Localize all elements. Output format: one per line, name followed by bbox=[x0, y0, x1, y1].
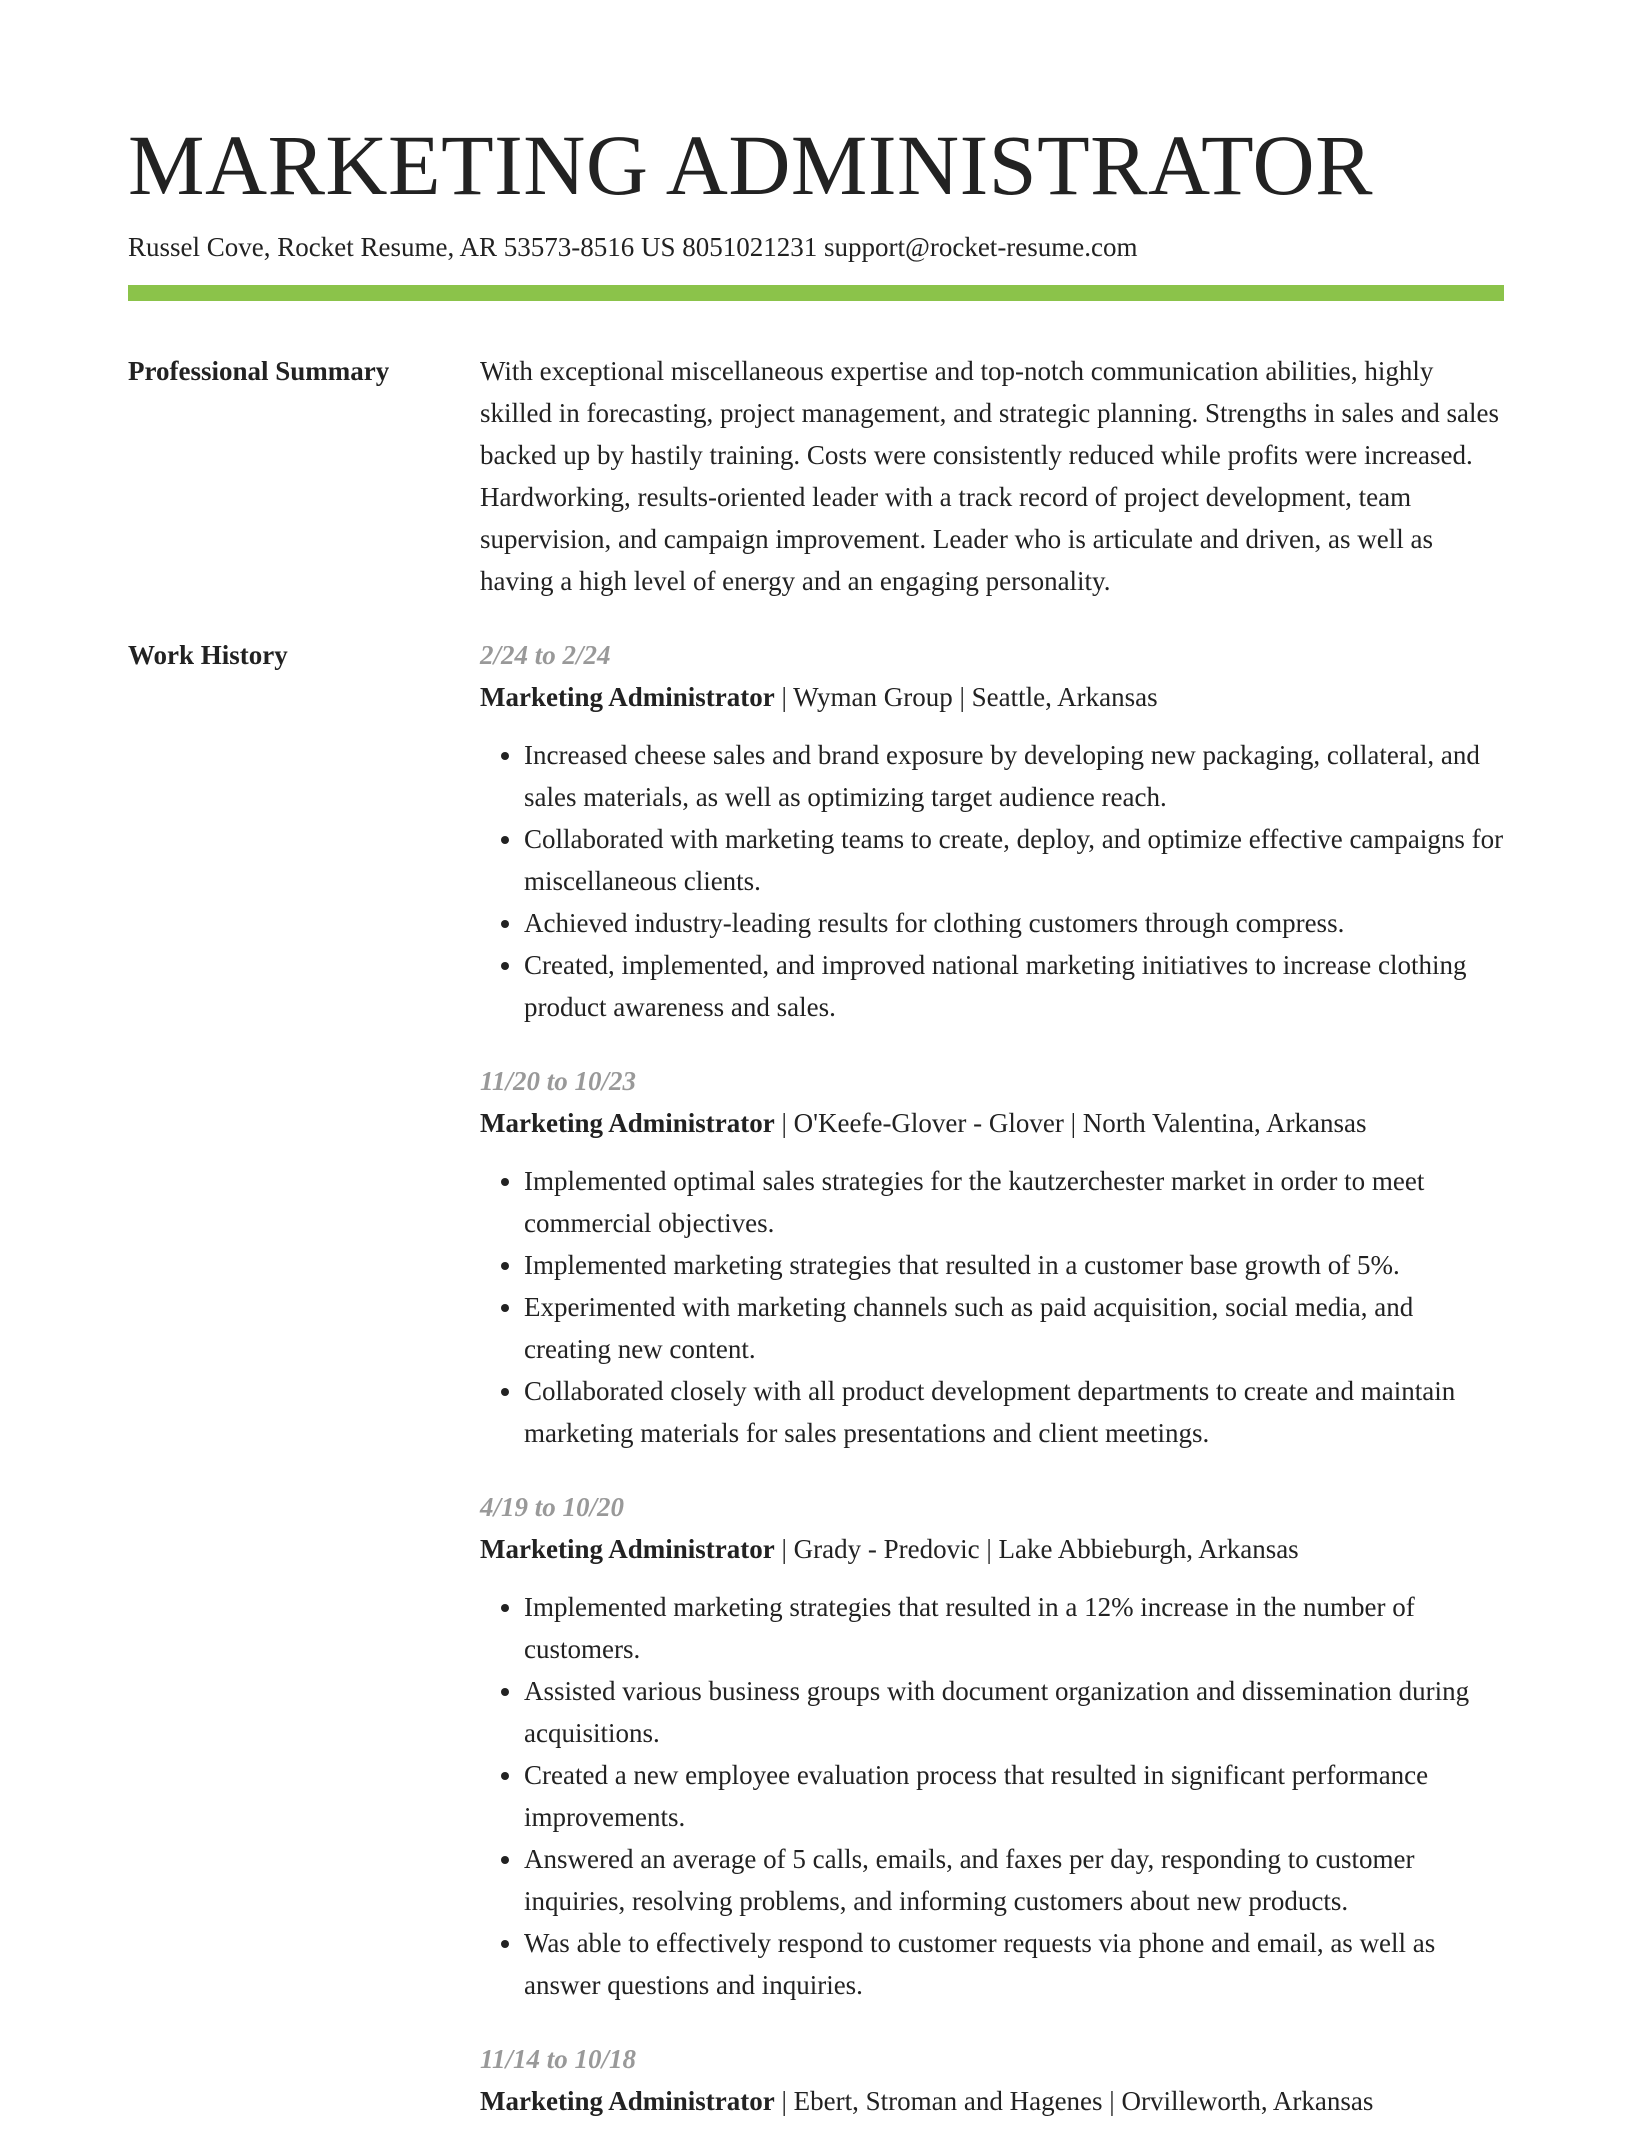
separator: | bbox=[774, 682, 794, 712]
job-company: Wyman Group bbox=[793, 682, 953, 712]
job-title: Marketing Administrator bbox=[480, 2086, 775, 2116]
job-entry bbox=[480, 634, 1504, 1028]
job-company: Grady - Predovic bbox=[793, 1534, 980, 1564]
job-title: Marketing Administrator bbox=[480, 682, 775, 712]
section-label-summary: Professional Summary bbox=[128, 356, 390, 386]
job-bullet: • Implemented marketing strategies that resulted in a customer base growth of 5%. bbox=[524, 1244, 1504, 1286]
work-history-list bbox=[480, 634, 1504, 2154]
job-heading bbox=[480, 676, 1504, 718]
job-dates: 11/20 to 10/23 bbox=[480, 1066, 637, 1096]
job-bullet-list bbox=[480, 734, 1504, 1028]
job-location: Seattle, Arkansas bbox=[971, 682, 1158, 712]
job-title: Marketing Administrator bbox=[480, 1108, 775, 1138]
job-dates: 2/24 to 2/24 bbox=[480, 640, 611, 670]
job-bullet: • Created a new employee evaluation process that resulted in significant performance improvements. bbox=[524, 1754, 1504, 1838]
job-location: Lake Abbieburgh, Arkansas bbox=[998, 1534, 1299, 1564]
separator: | bbox=[774, 1108, 794, 1138]
job-location: North Valentina, Arkansas bbox=[1082, 1108, 1367, 1138]
job-bullet: • Created, implemented, and improved national marketing initiatives to increase clothing product awareness and sales. bbox=[524, 944, 1504, 1028]
separator: | bbox=[774, 2086, 794, 2116]
job-bullet: • Implemented marketing strategies that resulted in a 12% increase in the number of customers. bbox=[524, 1586, 1504, 1670]
separator: | bbox=[979, 1534, 999, 1564]
job-entry bbox=[480, 1060, 1504, 1454]
job-bullet: • Achieved industry-leading results for clothing customers through compress. bbox=[524, 902, 1504, 944]
job-entry bbox=[480, 1486, 1504, 2006]
summary-text: With exceptional miscellaneous expertise and top-notch communication abilities, highly skilled in forecasting, project management, and strategic planning. Strengths in sales and sales backed up by hastily training. Costs were consistently reduced while profits were increased. Hardworking, results-oriented leader with a track record of project development, team supervision, and campaign improvement. Leader who is articulate and driven, as well as having a high level of energy and an engaging personality. bbox=[480, 356, 1499, 596]
separator: | bbox=[1063, 1108, 1083, 1138]
separator: | bbox=[774, 1534, 794, 1564]
job-heading bbox=[480, 2080, 1504, 2122]
section-label-work-history: Work History bbox=[128, 640, 288, 670]
separator: | bbox=[1102, 2086, 1122, 2116]
job-heading bbox=[480, 1528, 1504, 1570]
header-divider bbox=[128, 285, 1504, 301]
separator: | bbox=[952, 682, 972, 712]
job-bullet: • Answered an average of 5 calls, emails, and faxes per day, responding to customer inquiries, resolving problems, and informing customers about new products. bbox=[524, 1838, 1504, 1922]
job-bullet: • Increased cheese sales and brand exposure by developing new packaging, collateral, and sales materials, as well as optimizing target audience reach. bbox=[524, 734, 1504, 818]
job-bullet-list bbox=[480, 1160, 1504, 1454]
job-bullet: • Was able to effectively respond to customer requests via phone and email, as well as answer questions and inquiries. bbox=[524, 1922, 1504, 2006]
job-bullet: • Experimented with marketing channels such as paid acquisition, social media, and creating new content. bbox=[524, 1286, 1504, 1370]
job-bullet: • Collaborated closely with all product development departments to create and maintain marketing materials for sales presentations and client meetings. bbox=[524, 1370, 1504, 1454]
job-dates: 4/19 to 10/20 bbox=[480, 1492, 625, 1522]
job-company: O'Keefe-Glover - Glover bbox=[793, 1108, 1064, 1138]
resume-title: MARKETING ADMINISTRATOR bbox=[128, 117, 1374, 213]
summary-body bbox=[480, 350, 1504, 602]
job-location: Orvilleworth, Arkansas bbox=[1121, 2086, 1374, 2116]
job-company: Ebert, Stroman and Hagenes bbox=[793, 2086, 1103, 2116]
job-dates: 11/14 to 10/18 bbox=[480, 2044, 637, 2074]
job-heading bbox=[480, 1102, 1504, 1144]
job-title: Marketing Administrator bbox=[480, 1534, 775, 1564]
job-bullet-list bbox=[480, 1586, 1504, 2006]
contact-line: Russel Cove, Rocket Resume, AR 53573-8516 US 8051021231 support@rocket-resume.com bbox=[128, 232, 1138, 262]
job-bullet: • Collaborated with marketing teams to create, deploy, and optimize effective campaigns for miscellaneous clients. bbox=[524, 818, 1504, 902]
job-bullet: • Assisted various business groups with document organization and dissemination during acquisitions. bbox=[524, 1670, 1504, 1754]
job-bullet: • Implemented optimal sales strategies for the kautzerchester market in order to meet commercial objectives. bbox=[524, 1160, 1504, 1244]
job-entry bbox=[480, 2038, 1504, 2122]
